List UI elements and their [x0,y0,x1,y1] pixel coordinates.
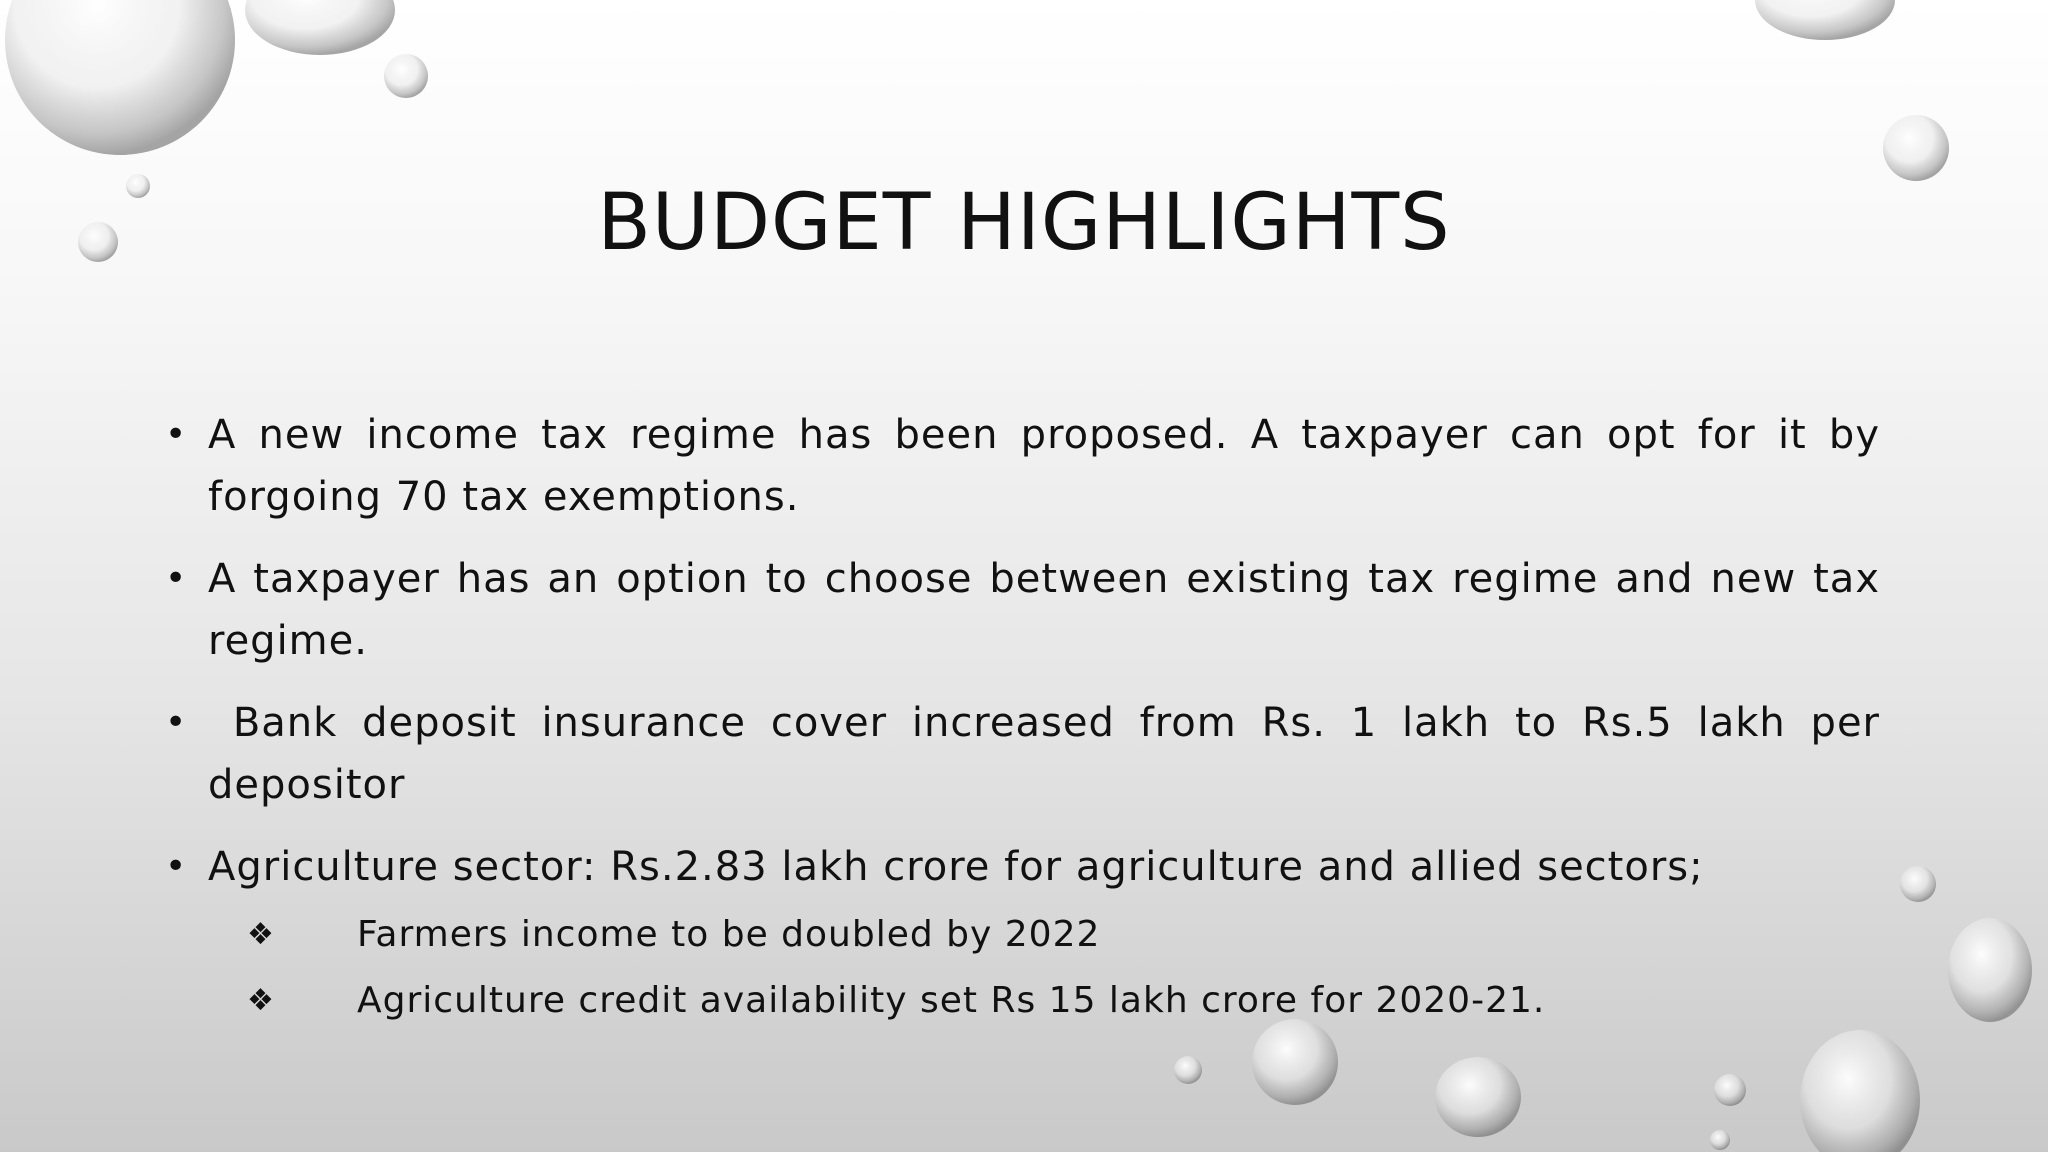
bullet-text: Bank deposit insurance cover increased from Rs. 1 lakh to Rs.5 lakh per depositor [208,700,1894,808]
bullet-item [165,692,1894,816]
bullet-marker: • [165,414,188,455]
bullet-text: Agriculture sector: Rs.2.83 lakh crore for agriculture and allied sectors; [208,844,1704,890]
bullet-item [165,836,1880,898]
sub-bullet-text: Farmers income to be doubled by 2022 [357,914,1101,955]
sub-bullet-text: Agriculture credit availability set Rs 15 lakh crore for 2020-21. [357,980,1546,1021]
bullet-marker: • [165,846,188,887]
slide-title: BUDGET HIGHLIGHTS [597,178,1451,268]
bullet-marker: • [165,702,188,743]
drops-top-right [1755,0,1949,181]
diamond-bullet-icon: ❖ [247,983,275,1018]
bullet-list [165,404,1894,1034]
bullet-marker: • [165,558,188,599]
bullet-text: A taxpayer has an option to choose between existing tax regime and new tax regime. [208,556,1880,664]
sub-bullet-item [165,968,1880,1034]
bullet-item [165,404,1880,528]
sub-bullet-item [165,902,1880,968]
diamond-bullet-icon: ❖ [247,917,275,952]
bullet-item [165,548,1880,672]
bullet-text: A new income tax regime has been proposed. A taxpayer can opt for it by forgoing 70 tax exemptions. [208,412,1880,520]
